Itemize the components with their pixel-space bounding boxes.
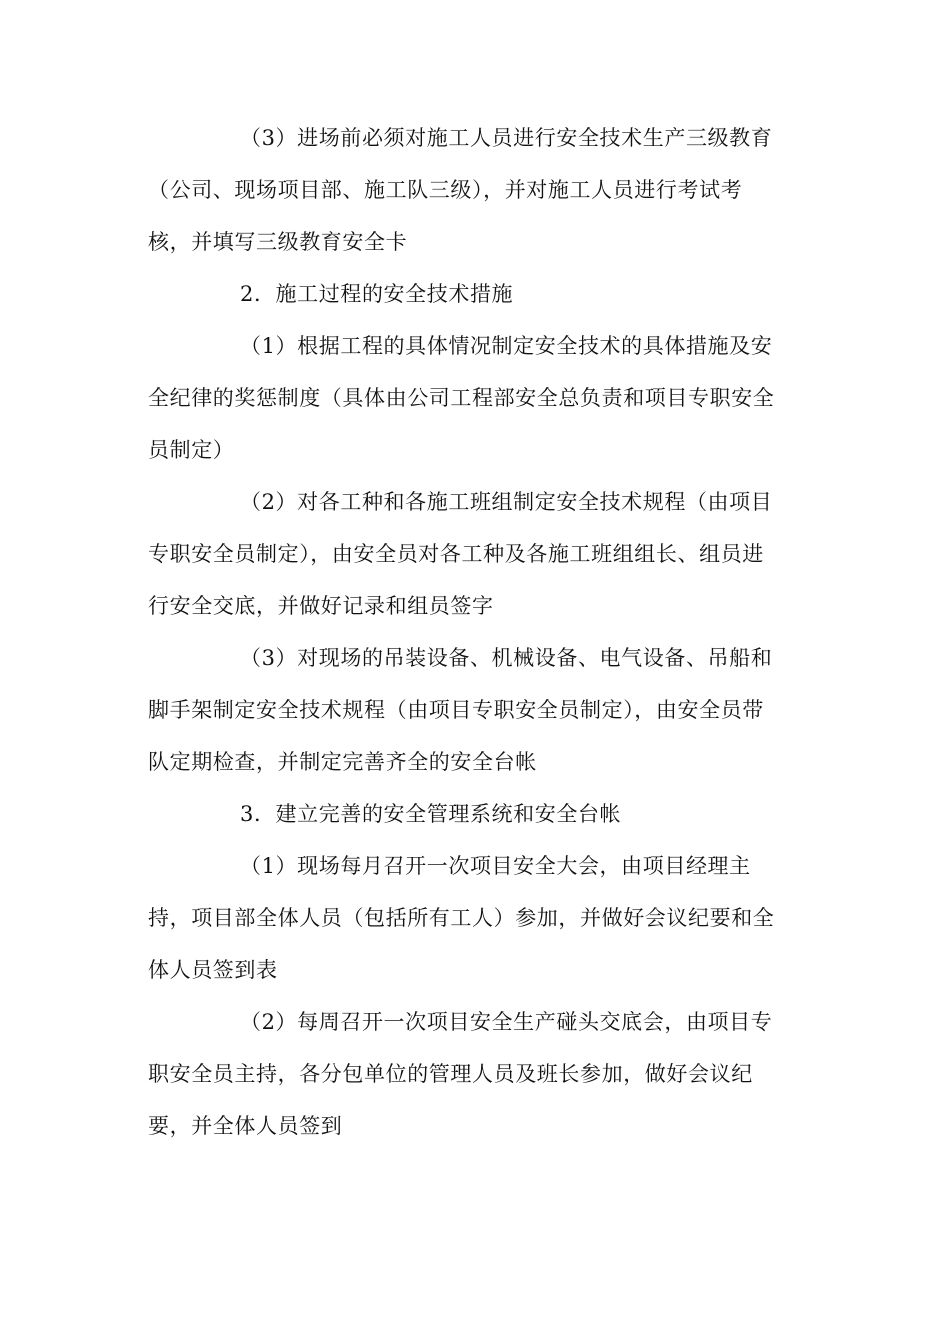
text-line: （2）对各工种和各施工班组制定安全技术规程（由项目 [240,490,773,514]
section-heading-2 [148,268,798,320]
text-line: 职安全员主持，各分包单位的管理人员及班长参加，做好会议纪 [148,1062,753,1086]
paragraph-item-3-equipment [148,632,798,788]
text-line: （3）对现场的吊装设备、机械设备、电气设备、吊船和 [240,646,773,670]
text-line: 队定期检查，并制定完善齐全的安全台帐 [148,750,537,774]
paragraph-item-3-education [148,112,798,268]
text-line: 员制定） [148,438,235,462]
text-line: （3）进场前必须对施工人员进行安全技术生产三级教育 [240,126,773,150]
text-line: 专职安全员制定），由安全员对各工种及各施工班组组长、组员进 [148,542,764,566]
text-line: 脚手架制定安全技术规程（由项目专职安全员制定），由安全员带 [148,698,764,722]
paragraph-item-2-procedures [148,476,798,632]
text-line: 要，并全体人员签到 [148,1114,343,1138]
text-line: 持，项目部全体人员（包括所有工人）参加，并做好会议纪要和全 [148,906,775,930]
text-line: （公司、现场项目部、施工队三级），并对施工人员进行考试考 [148,178,743,202]
text-line: （2）每周召开一次项目安全生产碰头交底会，由项目专 [240,1010,773,1034]
text-line: 体人员签到表 [148,958,278,982]
section-heading-text: 3．建立完善的安全管理系统和安全台帐 [240,802,622,826]
text-line: （1）现场每月召开一次项目安全大会，由项目经理主 [240,854,751,878]
text-line: 行安全交底，并做好记录和组员签字 [148,594,494,618]
section-heading-3 [148,788,798,840]
text-line: （1）根据工程的具体情况制定安全技术的具体措施及安 [240,334,773,358]
paragraph-item-1-monthly-meeting [148,840,798,996]
document-body [148,112,798,1152]
section-heading-text: 2．施工过程的安全技术措施 [240,282,514,306]
paragraph-item-2-weekly-meeting [148,996,798,1152]
text-line: 全纪律的奖惩制度（具体由公司工程部安全总负责和项目专职安全 [148,386,775,410]
text-line: 核，并填写三级教育安全卡 [148,230,408,254]
paragraph-item-1-measures [148,320,798,476]
